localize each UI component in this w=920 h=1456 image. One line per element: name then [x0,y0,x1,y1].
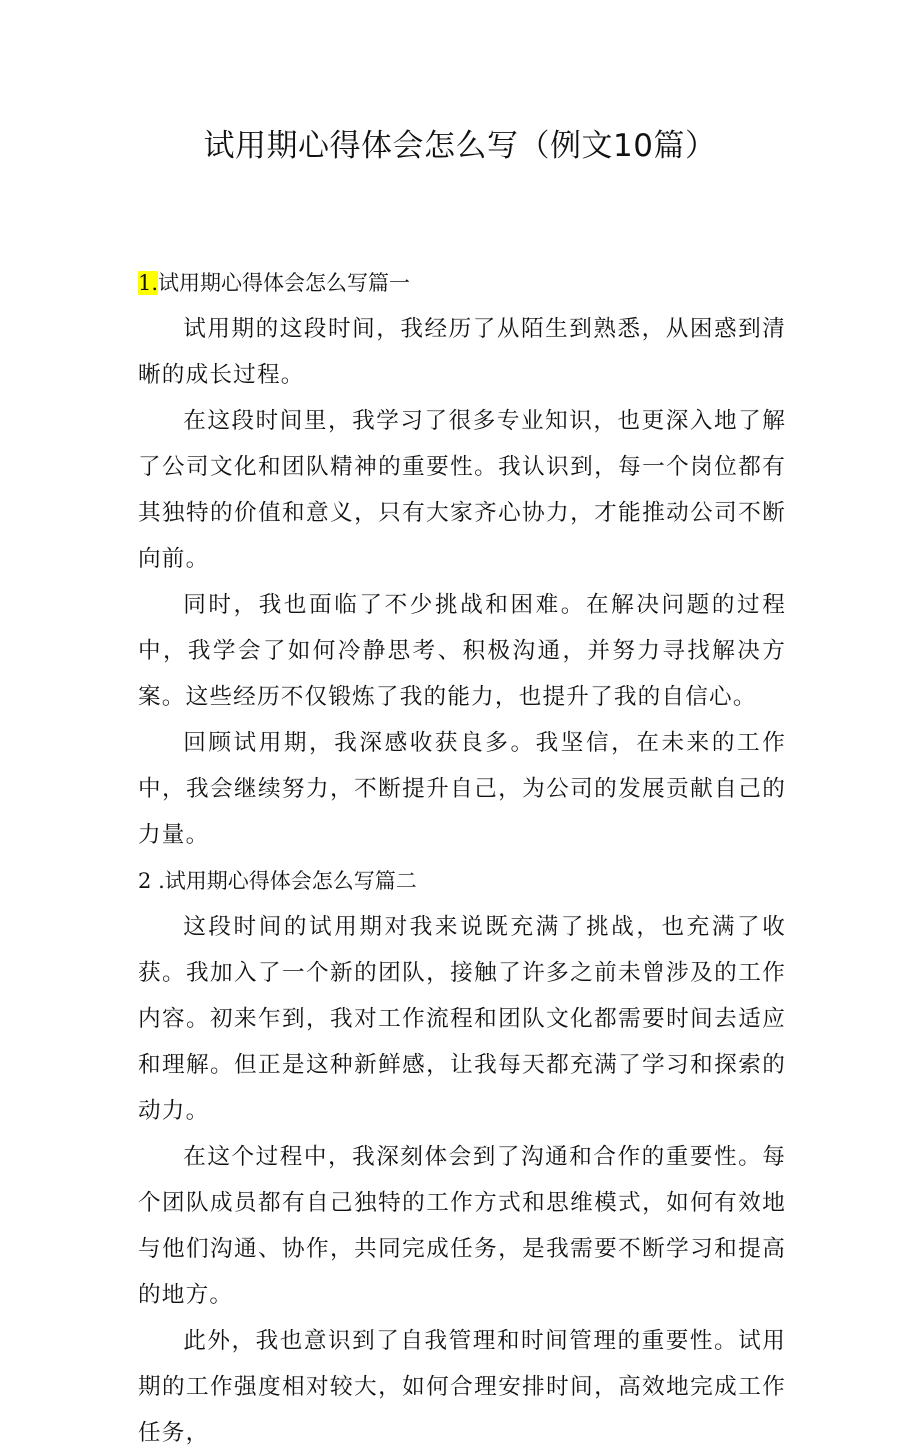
paragraph: 回顾试用期，我深感收获良多。我坚信，在未来的工作中，我会继续努力，不断提升自己，为公司的发展贡献自己的力量。 [138,730,786,848]
paragraph: 这段时间的试用期对我来说既充满了挑战，也充满了收获。我加入了一个新的团队，接触了许多之前未曾涉及的工作内容。初来乍到，我对工作流程和团队文化都需要时间去适应和理解。但正是这种新鲜感，让我每天都充满了学习和探索的动力。 [138,914,786,1124]
section-heading-1 [138,260,786,306]
section-number-highlight: 1. [138,271,159,295]
paragraph: 在这段时间里，我学习了很多专业知识，也更深入地了解了公司文化和团队精神的重要性。我认识到，每一个岗位都有其独特的价值和意义，只有大家齐心协力，才能推动公司不断向前。 [138,408,786,572]
paragraph: 试用期的这段时间，我经历了从陌生到熟悉，从困惑到清晰的成长过程。 [138,316,786,388]
document-body [138,260,786,1456]
section-heading-text: .试用期心得体会怎么写篇二 [158,869,417,893]
paragraph: 此外，我也意识到了自我管理和时间管理的重要性。试用期的工作强度相对较大，如何合理安排时间，高效地完成工作任务， [138,1328,786,1446]
paragraph: 同时，我也面临了不少挑战和困难。在解决问题的过程中，我学会了如何冷静思考、积极沟通，并努力寻找解决方案。这些经历不仅锻炼了我的能力，也提升了我的自信心。 [138,592,786,710]
section-number: 2 [138,869,152,893]
paragraph: 在这个过程中，我深刻体会到了沟通和合作的重要性。每个团队成员都有自己独特的工作方式和思维模式，如何有效地与他们沟通、协作，共同完成任务，是我需要不断学习和提高的地方。 [138,1144,786,1308]
section-heading-text: 试用期心得体会怎么写篇一 [158,271,411,295]
document-title: 试用期心得体会怎么写（例文10篇） [203,128,717,164]
section-heading-2 [138,858,786,904]
